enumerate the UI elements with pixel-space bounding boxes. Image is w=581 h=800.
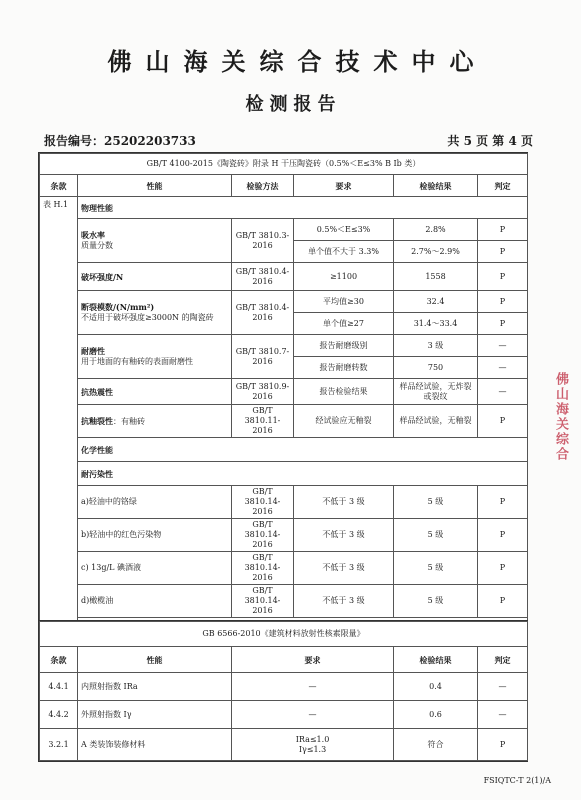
stain-name: c) 13g/L 碘酒液 bbox=[78, 552, 232, 585]
req-line-1: IRa≤1.0 bbox=[295, 734, 330, 744]
judgement-cell: — bbox=[478, 701, 528, 729]
judgement-cell: P bbox=[478, 241, 528, 263]
method-cell: GB/T 3810.4-2016 bbox=[232, 291, 294, 335]
result-cell: 1558 bbox=[394, 263, 478, 291]
requirement-cell: 报告检验结果 bbox=[294, 379, 394, 405]
judgement-cell: P bbox=[478, 313, 528, 335]
requirement-cell: 平均值≥30 bbox=[294, 291, 394, 313]
header-clause: 条款 bbox=[40, 175, 78, 197]
requirement-cell: 0.5%＜E≤3% bbox=[294, 219, 394, 241]
craze-cell bbox=[78, 405, 232, 438]
footer-code: FSIQTC-T 2(1)/A bbox=[483, 776, 551, 785]
judgement-cell: P bbox=[478, 219, 528, 241]
header-property: 性能 bbox=[78, 647, 232, 673]
header-requirement: 要求 bbox=[232, 647, 394, 673]
judgement-cell: P bbox=[478, 486, 528, 519]
result-cell: 2.8% bbox=[394, 219, 478, 241]
result-cell: 5 级 bbox=[394, 585, 478, 618]
requirement-cell: ≥1100 bbox=[294, 263, 394, 291]
header-method: 检验方法 bbox=[232, 175, 294, 197]
judgement-cell: — bbox=[478, 335, 528, 357]
standard-caption: GB/T 4100-2015《陶瓷砖》附录 H 干压陶瓷砖（0.5%＜E≤3% B Ⅰb 类） bbox=[40, 154, 528, 175]
item-cell: A 类装饰装修材料 bbox=[78, 729, 232, 761]
result-cell: 样品经试验，无釉裂 bbox=[394, 405, 478, 438]
header-clause: 条款 bbox=[40, 647, 78, 673]
method-cell: GB/T 3810.14-2016 bbox=[232, 486, 294, 519]
standard-caption-2: GB 6566-2010《建筑材料放射性核素限量》 bbox=[40, 622, 528, 647]
stain-name: a)轻油中的铬绿 bbox=[78, 486, 232, 519]
header-result: 检验结果 bbox=[394, 175, 478, 197]
item-cell: 内照射指数 IRa bbox=[78, 673, 232, 701]
judgement-cell: P bbox=[478, 585, 528, 618]
page-count: 共 5 页 第 4 页 bbox=[447, 134, 533, 148]
section-physical: 物理性能 bbox=[78, 197, 528, 219]
requirement-cell: 不低于 3 级 bbox=[294, 552, 394, 585]
header-judgement: 判定 bbox=[478, 647, 528, 673]
clause-cell: 表 H.1 bbox=[40, 197, 78, 626]
craze-title: 抗釉裂性 bbox=[81, 415, 113, 426]
judgement-cell: — bbox=[478, 379, 528, 405]
result-cell: 0.4 bbox=[394, 673, 478, 701]
modulus-title: 断裂模数/(N/mm²) bbox=[81, 302, 155, 312]
section-chemical: 化学性能 bbox=[78, 438, 528, 462]
clause-cell: 4.4.1 bbox=[40, 673, 78, 701]
result-cell: 0.6 bbox=[394, 701, 478, 729]
method-cell: GB/T 3810.9-2016 bbox=[232, 379, 294, 405]
method-cell: GB/T 3810.4-2016 bbox=[232, 263, 294, 291]
requirement-cell: 经试验应无釉裂 bbox=[294, 405, 394, 438]
clause-cell: 3.2.1 bbox=[40, 729, 78, 761]
result-cell: 样品经试验，无炸裂或裂纹 bbox=[394, 379, 478, 405]
result-cell: 750 bbox=[394, 357, 478, 379]
document-title: 检测报告 bbox=[245, 94, 342, 115]
requirement-cell: — bbox=[232, 701, 394, 729]
judgement-cell: P bbox=[478, 405, 528, 438]
result-cell: 5 级 bbox=[394, 486, 478, 519]
result-cell: 符合 bbox=[394, 729, 478, 761]
modulus-sub: 不适用于破坏强度≥3000N 的陶瓷砖 bbox=[81, 313, 214, 322]
absorption-title: 吸水率 bbox=[81, 230, 105, 240]
absorption-method: GB/T 3810.3-2016 bbox=[232, 219, 294, 263]
organization-title: 佛山海关综合技术中心 bbox=[107, 47, 488, 76]
modulus-cell bbox=[78, 291, 232, 335]
seal-stamp: 佛山海关综合 bbox=[553, 372, 568, 462]
ceramic-test-table bbox=[38, 152, 528, 627]
radioactivity-table bbox=[38, 620, 528, 762]
result-cell: 3 级 bbox=[394, 335, 478, 357]
requirement-cell: 不低于 3 级 bbox=[294, 585, 394, 618]
judgement-cell: P bbox=[478, 263, 528, 291]
result-cell: 32.4 bbox=[394, 291, 478, 313]
result-cell: 5 级 bbox=[394, 519, 478, 552]
judgement-cell: P bbox=[478, 729, 528, 761]
breaking-title: 破坏强度/N bbox=[78, 263, 232, 291]
report-number: 报告编号：25202203733 bbox=[44, 134, 196, 148]
requirement-cell bbox=[232, 729, 394, 761]
clause-cell: 4.4.2 bbox=[40, 701, 78, 729]
judgement-cell: — bbox=[478, 357, 528, 379]
requirement-cell: 单个值不大于 3.3% bbox=[294, 241, 394, 263]
header-judgement: 判定 bbox=[478, 175, 528, 197]
stain-name: d)橄榄油 bbox=[78, 585, 232, 618]
method-cell: GB/T 3810.14-2016 bbox=[232, 585, 294, 618]
requirement-cell: — bbox=[232, 673, 394, 701]
thermal-title: 抗热震性 bbox=[78, 379, 232, 405]
judgement-cell: — bbox=[478, 673, 528, 701]
result-cell: 5 级 bbox=[394, 552, 478, 585]
requirement-cell: 报告耐磨转数 bbox=[294, 357, 394, 379]
absorption-sub: 质量分数 bbox=[81, 241, 113, 250]
abrasion-sub: 用于地面的有釉砖的表面耐磨性 bbox=[81, 357, 193, 366]
stain-name: b)轻油中的红色污染物 bbox=[78, 519, 232, 552]
requirement-cell: 不低于 3 级 bbox=[294, 519, 394, 552]
requirement-cell: 单个值≥27 bbox=[294, 313, 394, 335]
header-property: 性能 bbox=[78, 175, 232, 197]
header-result: 检验结果 bbox=[394, 647, 478, 673]
requirement-cell: 报告耐磨级别 bbox=[294, 335, 394, 357]
method-cell: GB/T 3810.7-2016 bbox=[232, 335, 294, 379]
result-cell: 2.7%～2.9% bbox=[394, 241, 478, 263]
method-cell: GB/T 3810.14-2016 bbox=[232, 519, 294, 552]
req-line-2: Iγ≤1.3 bbox=[298, 744, 327, 754]
result-cell: 31.4～33.4 bbox=[394, 313, 478, 335]
item-cell: 外照射指数 Iγ bbox=[78, 701, 232, 729]
header-requirement: 要求 bbox=[294, 175, 394, 197]
judgement-cell: P bbox=[478, 519, 528, 552]
abrasion-title: 耐磨性 bbox=[81, 346, 105, 356]
judgement-cell: P bbox=[478, 552, 528, 585]
absorption-cell bbox=[78, 219, 232, 263]
method-cell: GB/T 3810.14-2016 bbox=[232, 552, 294, 585]
requirement-cell: 不低于 3 级 bbox=[294, 486, 394, 519]
abrasion-cell bbox=[78, 335, 232, 379]
judgement-cell: P bbox=[478, 291, 528, 313]
method-cell: GB/T 3810.11-2016 bbox=[232, 405, 294, 438]
section-stain: 耐污染性 bbox=[78, 462, 528, 486]
craze-suffix: ：有釉砖 bbox=[113, 416, 145, 426]
